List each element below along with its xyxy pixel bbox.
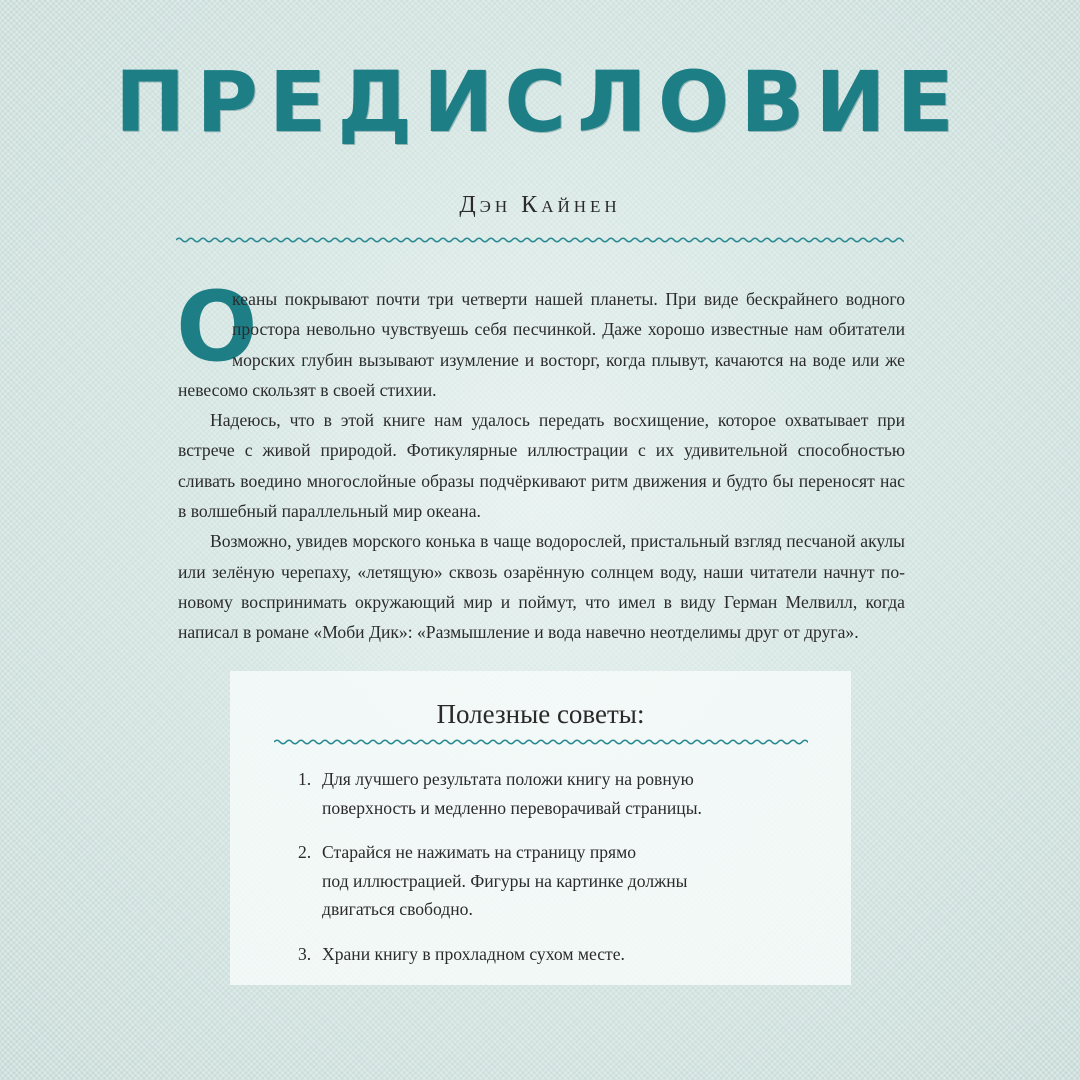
tips-title: Полезные советы:: [436, 699, 645, 729]
intro-text: [176, 271, 905, 648]
intro-paragraph-1: О кеаны покрывают почти три четверти нашей планеты. При виде бескрайнего водного простора невольно чувствуешь себя песчинкой. Даже хорошо известные нам обитатели морских глубин вызывают изумление и восторг, когда плывут, качаются на воде или же невесомо скользят в своей стихии.: [176, 271, 905, 400]
wave-divider-top: [176, 233, 904, 247]
tip-item-1: 1. Для лучшего результата положи книгу на ровную поверхность и медленно переворачивай страницы.: [298, 769, 702, 818]
author-name: Дэн Кайнен: [459, 192, 621, 218]
wave-divider-tips: [274, 735, 808, 749]
intro-paragraph-3: Возможно, увидев морского конька в чаще водорослей, пристальный взгляд песчаной акулы или зелёную черепаху, «летящую» сквозь озарённую солнцем воду, наши читатели начнут по-новому воспринимать окружающий мир и поймут, что имел в виду Герман Мелвилл, когда написал в романе «Моби Дик»: «Размышление и вода навечно неотделимы друг от друга».: [178, 531, 905, 643]
tips-list: [298, 765, 818, 984]
intro-paragraph-2: Надеюсь, что в этой книге нам удалось передать восхищение, которое охватывает при встрече с живой природой. Фотикулярные иллюстрации с их удивительной способностью сливать воедино многослойные образы подчёркивают ритм движения и будто бы переносят нас в волшебный параллельный мир океана.: [178, 410, 905, 522]
page-title: ПРЕДИСЛОВИЕ: [115, 53, 965, 151]
drop-cap: О: [176, 271, 258, 383]
tip-item-3: 3. Храни книгу в прохладном сухом месте.: [298, 943, 625, 964]
tips-box: [230, 671, 851, 985]
tip-item-2: 2. Старайся не нажимать на страницу прямо под иллюстрацией. Фигуры на картинке должны двигаться свободно.: [298, 842, 688, 919]
